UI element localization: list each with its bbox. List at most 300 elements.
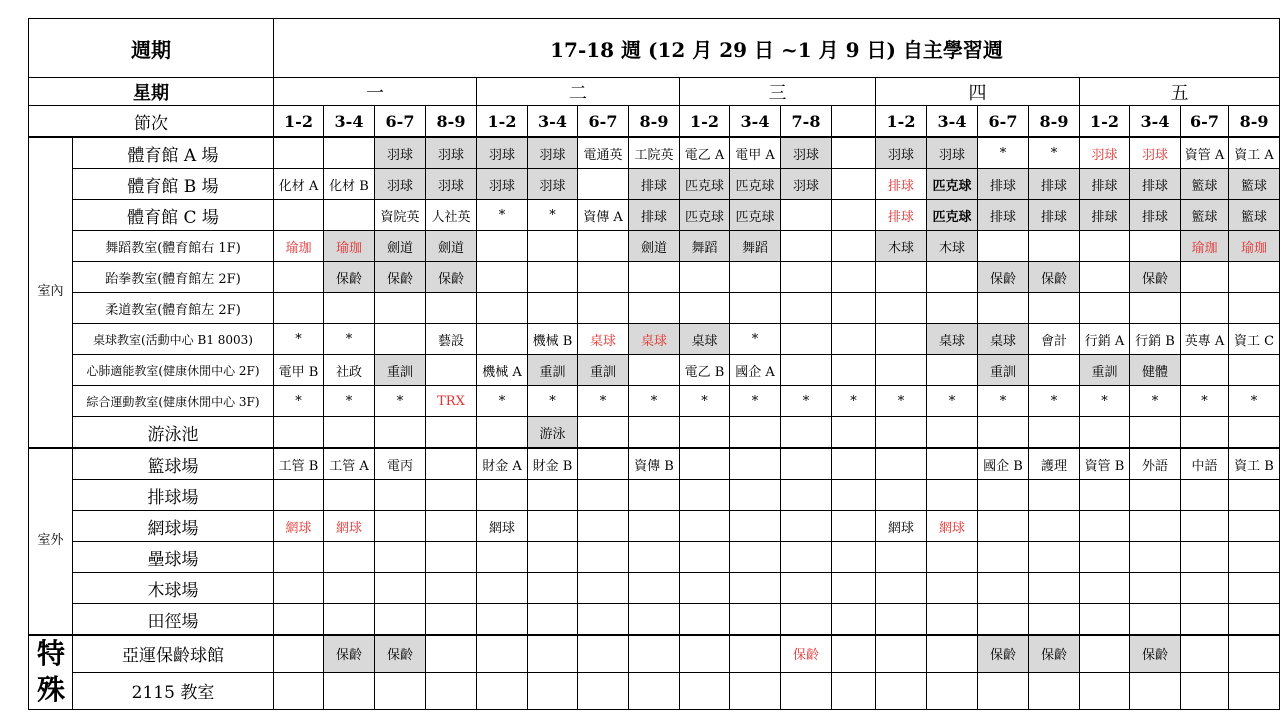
schedule-cell <box>1130 480 1181 511</box>
schedule-cell <box>1229 672 1280 709</box>
schedule-cell <box>477 604 528 636</box>
schedule-cell: 藝設 <box>426 324 477 355</box>
schedule-cell <box>629 635 680 672</box>
schedule-cell <box>781 573 832 604</box>
schedule-cell: 木球 <box>927 231 978 262</box>
schedule-cell: 桌球 <box>629 324 680 355</box>
period-header: 6-7 <box>375 106 426 138</box>
schedule-cell: 羽球 <box>477 169 528 200</box>
schedule-cell: * <box>730 386 781 417</box>
schedule-cell <box>680 480 730 511</box>
schedule-cell <box>1029 293 1080 324</box>
schedule-cell: 排球 <box>1080 169 1130 200</box>
schedule-cell: 資工 A <box>1229 137 1280 169</box>
schedule-cell <box>528 480 578 511</box>
schedule-row <box>29 137 1280 169</box>
schedule-cell <box>477 573 528 604</box>
schedule-cell: 排球 <box>876 200 927 231</box>
schedule-cell: 重訓 <box>528 355 578 386</box>
schedule-cell: 羽球 <box>927 137 978 169</box>
schedule-cell <box>375 324 426 355</box>
schedule-cell: * <box>528 200 578 231</box>
schedule-cell <box>730 542 781 573</box>
schedule-cell <box>1181 480 1229 511</box>
venue-label: 亞運保齡球館 <box>73 635 274 672</box>
schedule-cell <box>1080 542 1130 573</box>
schedule-cell <box>1181 417 1229 449</box>
schedule-cell <box>876 448 927 480</box>
schedule-cell <box>528 635 578 672</box>
schedule-cell <box>1080 573 1130 604</box>
schedule-cell <box>629 355 680 386</box>
schedule-row <box>29 573 1280 604</box>
schedule-cell: 保齡 <box>324 635 375 672</box>
schedule-cell: * <box>629 386 680 417</box>
schedule-cell <box>730 573 781 604</box>
schedule-cell: * <box>324 386 375 417</box>
schedule-cell <box>680 635 730 672</box>
schedule-cell: 劍道 <box>629 231 680 262</box>
schedule-cell <box>1029 480 1080 511</box>
schedule-cell <box>1080 672 1130 709</box>
schedule-cell <box>1229 604 1280 636</box>
schedule-cell <box>832 355 876 386</box>
schedule-cell: 護理 <box>1029 448 1080 480</box>
schedule-cell <box>1029 573 1080 604</box>
period-header: 1-2 <box>680 106 730 138</box>
schedule-cell <box>1181 262 1229 293</box>
schedule-cell <box>832 604 876 636</box>
schedule-cell <box>781 511 832 542</box>
schedule-cell: 資管 A <box>1181 137 1229 169</box>
period-header: 8-9 <box>629 106 680 138</box>
schedule-cell <box>832 324 876 355</box>
schedule-cell <box>629 573 680 604</box>
schedule-cell <box>477 542 528 573</box>
schedule-cell: 羽球 <box>375 137 426 169</box>
schedule-cell: 羽球 <box>1130 137 1181 169</box>
venue-label: 體育館 B 場 <box>73 169 274 200</box>
schedule-cell <box>1181 604 1229 636</box>
schedule-cell: 保齡 <box>1029 262 1080 293</box>
schedule-cell <box>1229 573 1280 604</box>
schedule-cell <box>578 672 629 709</box>
period-header: 8-9 <box>1029 106 1080 138</box>
schedule-row <box>29 169 1280 200</box>
schedule-cell: 工院英 <box>629 137 680 169</box>
group-label: 室內 <box>29 137 73 448</box>
schedule-cell <box>876 542 927 573</box>
period-header: 1-2 <box>1080 106 1130 138</box>
schedule-cell: 網球 <box>274 511 324 542</box>
venue-label: 綜合運動教室(健康休閒中心 3F) <box>73 386 274 417</box>
period-header: 3-4 <box>1130 106 1181 138</box>
schedule-cell: 資院英 <box>375 200 426 231</box>
schedule-row <box>29 231 1280 262</box>
schedule-cell <box>528 231 578 262</box>
period-header: 1-2 <box>876 106 927 138</box>
schedule-cell <box>528 293 578 324</box>
schedule-cell <box>832 542 876 573</box>
schedule-cell <box>832 511 876 542</box>
day-header: 五 <box>1080 78 1280 106</box>
schedule-row <box>29 293 1280 324</box>
schedule-cell: 化材 A <box>274 169 324 200</box>
period-header: 3-4 <box>528 106 578 138</box>
schedule-cell <box>1130 542 1181 573</box>
schedule-cell: 游泳 <box>528 417 578 449</box>
schedule-cell <box>730 635 781 672</box>
schedule-cell: 羽球 <box>426 137 477 169</box>
schedule-cell <box>629 480 680 511</box>
day-header: 四 <box>876 78 1080 106</box>
schedule-cell <box>426 635 477 672</box>
schedule-cell: 匹克球 <box>680 169 730 200</box>
schedule-cell <box>528 604 578 636</box>
schedule-cell: 重訓 <box>978 355 1029 386</box>
schedule-cell: * <box>1029 137 1080 169</box>
schedule-cell: 保齡 <box>375 262 426 293</box>
schedule-cell: 木球 <box>876 231 927 262</box>
schedule-cell <box>426 604 477 636</box>
schedule-cell: 網球 <box>876 511 927 542</box>
schedule-cell <box>730 417 781 449</box>
schedule-cell <box>832 448 876 480</box>
schedule-cell <box>1029 417 1080 449</box>
schedule-cell: * <box>680 386 730 417</box>
schedule-cell <box>1080 604 1130 636</box>
schedule-cell <box>375 511 426 542</box>
schedule-cell: 健體 <box>1130 355 1181 386</box>
schedule-cell: 瑜珈 <box>324 231 375 262</box>
schedule-cell <box>477 293 528 324</box>
schedule-cell <box>1181 672 1229 709</box>
day-header: 三 <box>680 78 876 106</box>
schedule-cell: * <box>1080 386 1130 417</box>
schedule-cell <box>876 293 927 324</box>
schedule-cell: 保齡 <box>426 262 477 293</box>
schedule-cell <box>274 573 324 604</box>
schedule-cell <box>876 324 927 355</box>
schedule-cell <box>832 200 876 231</box>
schedule-cell <box>1229 293 1280 324</box>
schedule-cell: * <box>832 386 876 417</box>
schedule-row <box>29 511 1280 542</box>
schedule-cell <box>1229 511 1280 542</box>
schedule-cell: * <box>274 324 324 355</box>
schedule-cell: 羽球 <box>477 137 528 169</box>
schedule-cell: 匹克球 <box>730 169 781 200</box>
schedule-cell: 羽球 <box>781 169 832 200</box>
schedule-cell: 保齡 <box>1130 262 1181 293</box>
schedule-cell <box>578 169 629 200</box>
schedule-cell: 會計 <box>1029 324 1080 355</box>
schedule-cell <box>1130 573 1181 604</box>
schedule-cell <box>832 635 876 672</box>
schedule-row <box>29 672 1280 709</box>
schedule-cell: 保齡 <box>978 262 1029 293</box>
schedule-cell: 資傳 A <box>578 200 629 231</box>
venue-label: 體育館 A 場 <box>73 137 274 169</box>
schedule-cell <box>375 417 426 449</box>
schedule-cell <box>781 324 832 355</box>
schedule-cell <box>578 293 629 324</box>
schedule-cell: 排球 <box>876 169 927 200</box>
schedule-cell <box>927 448 978 480</box>
schedule-cell <box>1029 231 1080 262</box>
schedule-cell <box>578 635 629 672</box>
schedule-cell <box>629 542 680 573</box>
schedule-cell: * <box>578 386 629 417</box>
schedule-table <box>28 18 1280 710</box>
venue-label: 體育館 C 場 <box>73 200 274 231</box>
schedule-cell: 化材 B <box>324 169 375 200</box>
schedule-cell <box>680 417 730 449</box>
schedule-cell <box>781 604 832 636</box>
schedule-cell: 行銷 B <box>1130 324 1181 355</box>
schedule-cell <box>578 604 629 636</box>
schedule-cell <box>324 293 375 324</box>
schedule-cell: 舞蹈 <box>730 231 781 262</box>
schedule-cell: 籃球 <box>1229 169 1280 200</box>
schedule-cell: 桌球 <box>978 324 1029 355</box>
schedule-row <box>29 417 1280 449</box>
schedule-cell <box>274 672 324 709</box>
schedule-cell <box>528 542 578 573</box>
schedule-cell: 舞蹈 <box>680 231 730 262</box>
schedule-cell <box>680 542 730 573</box>
schedule-cell <box>876 604 927 636</box>
schedule-cell <box>426 573 477 604</box>
period-header: 3-4 <box>730 106 781 138</box>
schedule-cell: 匹克球 <box>730 200 781 231</box>
schedule-cell <box>680 262 730 293</box>
schedule-cell <box>274 137 324 169</box>
schedule-cell <box>426 480 477 511</box>
schedule-cell: 行銷 A <box>1080 324 1130 355</box>
schedule-cell <box>680 511 730 542</box>
schedule-cell <box>781 262 832 293</box>
schedule-cell <box>477 262 528 293</box>
period-label: 節次 <box>29 106 274 138</box>
schedule-cell <box>978 231 1029 262</box>
schedule-cell <box>426 542 477 573</box>
schedule-cell <box>927 635 978 672</box>
schedule-cell: 英專 A <box>1181 324 1229 355</box>
schedule-cell <box>876 672 927 709</box>
venue-label: 壘球場 <box>73 542 274 573</box>
schedule-cell: 國企 A <box>730 355 781 386</box>
schedule-cell: 財金 A <box>477 448 528 480</box>
schedule-cell: 機械 B <box>528 324 578 355</box>
week-label: 週期 <box>29 19 274 78</box>
schedule-row <box>29 542 1280 573</box>
schedule-cell <box>876 417 927 449</box>
schedule-cell <box>324 417 375 449</box>
schedule-cell: 劍道 <box>375 231 426 262</box>
venue-label: 2115 教室 <box>73 672 274 709</box>
schedule-cell: * <box>978 137 1029 169</box>
schedule-cell: 重訓 <box>375 355 426 386</box>
schedule-cell: 匹克球 <box>927 200 978 231</box>
venue-label: 游泳池 <box>73 417 274 449</box>
schedule-cell: 羽球 <box>781 137 832 169</box>
schedule-cell: 電通英 <box>578 137 629 169</box>
venue-label: 木球場 <box>73 573 274 604</box>
schedule-cell: 中語 <box>1181 448 1229 480</box>
schedule-cell <box>1029 355 1080 386</box>
schedule-cell <box>324 200 375 231</box>
schedule-cell <box>1229 542 1280 573</box>
schedule-cell: 電乙 A <box>680 137 730 169</box>
schedule-cell <box>832 417 876 449</box>
schedule-cell: * <box>1130 386 1181 417</box>
schedule-cell <box>324 480 375 511</box>
schedule-cell <box>375 480 426 511</box>
schedule-cell: 桌球 <box>578 324 629 355</box>
schedule-cell <box>375 604 426 636</box>
schedule-cell <box>1130 604 1181 636</box>
schedule-cell: 社政 <box>324 355 375 386</box>
schedule-cell: 瑜珈 <box>1229 231 1280 262</box>
schedule-cell: 排球 <box>1029 169 1080 200</box>
schedule-cell <box>1029 672 1080 709</box>
schedule-cell <box>578 480 629 511</box>
schedule-cell <box>927 417 978 449</box>
schedule-row <box>29 635 1280 672</box>
schedule-cell <box>1029 604 1080 636</box>
period-header: 3-4 <box>324 106 375 138</box>
schedule-cell <box>324 672 375 709</box>
schedule-cell: 排球 <box>1130 200 1181 231</box>
schedule-cell <box>730 480 781 511</box>
schedule-row <box>29 448 1280 480</box>
schedule-cell <box>477 231 528 262</box>
schedule-cell: * <box>324 324 375 355</box>
schedule-cell <box>832 480 876 511</box>
venue-label: 網球場 <box>73 511 274 542</box>
schedule-cell <box>1080 262 1130 293</box>
schedule-cell <box>927 355 978 386</box>
schedule-cell: 網球 <box>477 511 528 542</box>
schedule-cell <box>426 293 477 324</box>
period-header: 8-9 <box>1229 106 1280 138</box>
schedule-cell: 保齡 <box>781 635 832 672</box>
schedule-cell: 資工 C <box>1229 324 1280 355</box>
schedule-cell <box>578 417 629 449</box>
schedule-cell <box>832 231 876 262</box>
schedule-cell <box>832 293 876 324</box>
schedule-cell: * <box>927 386 978 417</box>
schedule-row <box>29 480 1280 511</box>
schedule-cell: 羽球 <box>426 169 477 200</box>
week-title: 17-18 週 (12 月 29 日 ~1 月 9 日) 自主學習週 <box>274 19 1280 78</box>
schedule-cell <box>324 604 375 636</box>
schedule-cell: 羽球 <box>528 169 578 200</box>
schedule-cell <box>927 293 978 324</box>
schedule-cell <box>781 480 832 511</box>
schedule-cell <box>1181 542 1229 573</box>
schedule-cell <box>781 672 832 709</box>
schedule-cell: 外語 <box>1130 448 1181 480</box>
schedule-cell <box>477 672 528 709</box>
schedule-cell: 保齡 <box>324 262 375 293</box>
schedule-cell <box>781 293 832 324</box>
schedule-cell <box>876 262 927 293</box>
schedule-cell <box>730 604 781 636</box>
schedule-cell <box>528 511 578 542</box>
schedule-cell <box>426 355 477 386</box>
schedule-cell <box>832 672 876 709</box>
schedule-cell: * <box>1181 386 1229 417</box>
schedule-cell <box>730 672 781 709</box>
schedule-cell <box>375 542 426 573</box>
schedule-cell <box>1080 231 1130 262</box>
schedule-cell <box>629 511 680 542</box>
schedule-cell <box>1181 355 1229 386</box>
schedule-cell <box>1229 635 1280 672</box>
schedule-cell: 籃球 <box>1229 200 1280 231</box>
schedule-cell <box>927 262 978 293</box>
schedule-cell <box>680 604 730 636</box>
schedule-cell <box>274 542 324 573</box>
schedule-cell <box>781 231 832 262</box>
venue-label: 柔道教室(體育館左 2F) <box>73 293 274 324</box>
schedule-cell <box>1130 417 1181 449</box>
period-header: 6-7 <box>978 106 1029 138</box>
schedule-cell: 機械 A <box>477 355 528 386</box>
schedule-cell: 劍道 <box>426 231 477 262</box>
schedule-cell <box>1130 672 1181 709</box>
schedule-cell <box>832 573 876 604</box>
schedule-cell <box>781 200 832 231</box>
schedule-cell <box>477 324 528 355</box>
schedule-cell <box>730 293 781 324</box>
schedule-cell <box>781 542 832 573</box>
schedule-cell: 資工 B <box>1229 448 1280 480</box>
schedule-cell <box>1029 542 1080 573</box>
schedule-cell: 電乙 B <box>680 355 730 386</box>
schedule-cell <box>426 672 477 709</box>
schedule-cell: 籃球 <box>1181 200 1229 231</box>
schedule-cell <box>274 417 324 449</box>
schedule-cell: 保齡 <box>1029 635 1080 672</box>
schedule-cell: 國企 B <box>978 448 1029 480</box>
schedule-cell <box>781 417 832 449</box>
schedule-cell <box>274 480 324 511</box>
schedule-cell <box>578 511 629 542</box>
venue-label: 籃球場 <box>73 448 274 480</box>
schedule-cell: 工管 B <box>274 448 324 480</box>
schedule-cell <box>528 672 578 709</box>
schedule-row <box>29 355 1280 386</box>
venue-label: 舞蹈教室(體育館右 1F) <box>73 231 274 262</box>
schedule-cell <box>274 293 324 324</box>
schedule-cell: 人社英 <box>426 200 477 231</box>
schedule-cell <box>1130 231 1181 262</box>
schedule-cell <box>477 480 528 511</box>
schedule-cell <box>477 635 528 672</box>
schedule-cell <box>1080 480 1130 511</box>
schedule-cell: * <box>477 200 528 231</box>
schedule-cell <box>978 480 1029 511</box>
schedule-cell <box>730 262 781 293</box>
schedule-cell: 網球 <box>324 511 375 542</box>
schedule-row <box>29 200 1280 231</box>
schedule-cell <box>832 137 876 169</box>
schedule-cell <box>629 293 680 324</box>
schedule-cell: * <box>1229 386 1280 417</box>
